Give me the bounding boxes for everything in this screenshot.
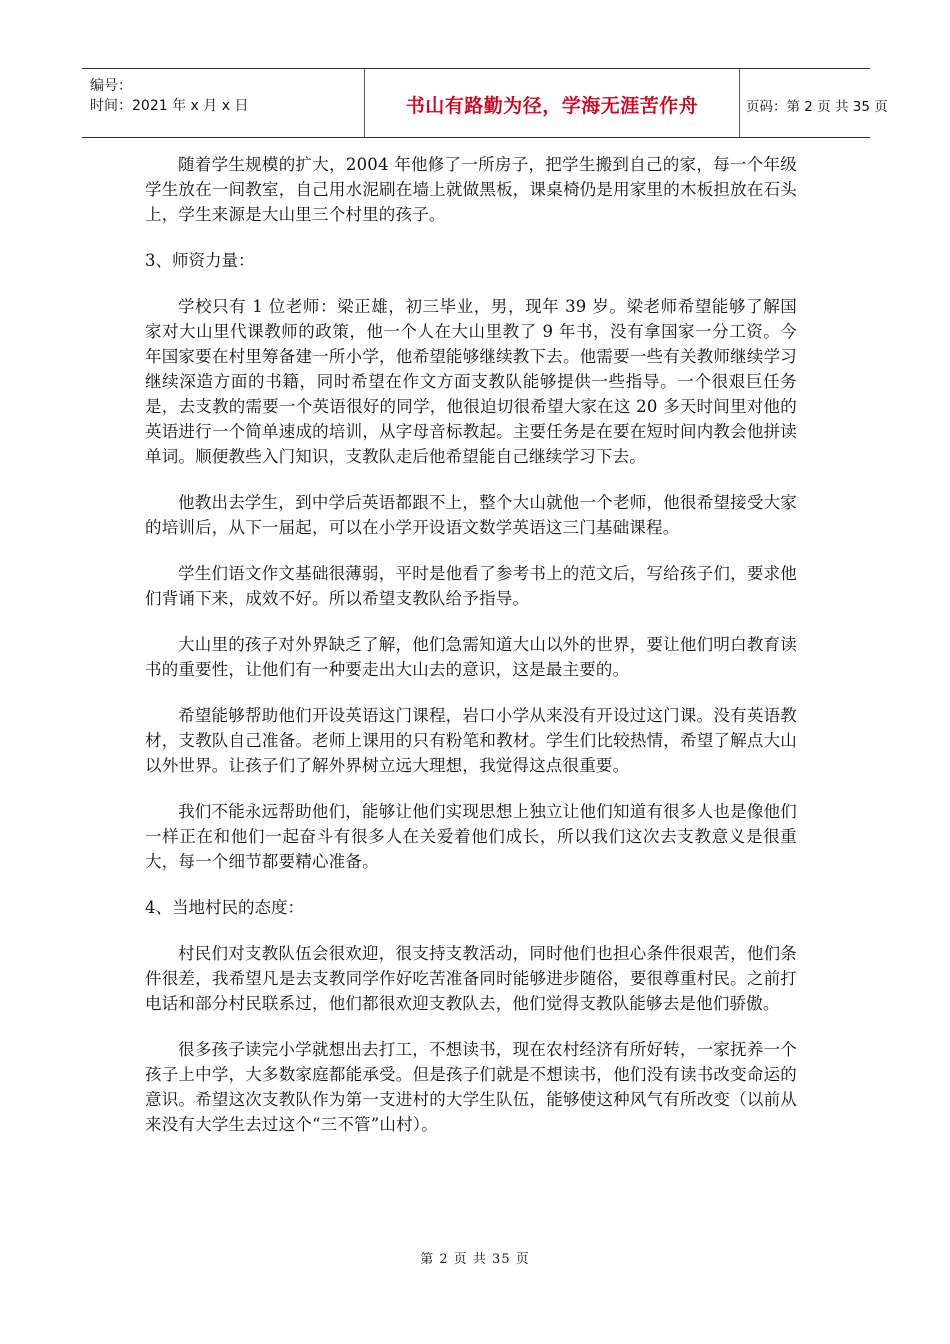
paragraph: 他教出去学生，到中学后英语都跟不上，整个大山就他一个老师，他很希望接受大家的培训后，从下一届起，可以在小学开设语文数学英语这三门基础课程。	[145, 493, 797, 537]
paragraph: 学校只有 1 位老师：梁正雄，初三毕业，男，现年 39 岁。梁老师希望能够了解国家对大山里代课教师的政策，他一个人在大山里教了 9 年书，没有拿国家一分工资。今年国家要在村里筹备建一所小学，他希望能够继续教下去。他需要一些有关教师继续学习继续深造方面的书籍，同时希望在作文方面支教队能够提供一些指导。一个很艰巨任务是，去支教的需要一个英语很好的同学，他很迫切很希望大家在这 20 多天时间里对他的英语进行一个简单速成的培训，从字母音标教起。主要任务是在要在短时间内教会他拼读单词。顺便教些入门知识，支教队走后他希望能自己继续学习下去。	[145, 297, 797, 466]
paragraph: 大山里的孩子对外界缺乏了解，他们急需知道大山以外的世界，要让他们明白教育读书的重要性，让他们有一种要走出大山去的意识，这是最主要的。	[145, 635, 797, 679]
header-page-cell	[738, 69, 888, 137]
page-header	[82, 68, 888, 138]
section-heading-villagers: 4、当地村民的态度：	[145, 898, 304, 917]
doc-time: 时间：2021 年 x 月 x 日	[90, 98, 249, 114]
paragraph: 村民们对支教队伍会很欢迎，很支持支教活动，同时他们也担心条件很艰苦，他们条件很差，我希望凡是去支教同学作好吃苦准备同时能够进步随俗，要很尊重村民。之前打电话和部分村民联系过，他们都很欢迎支教队去，他们觉得支教队能够去是他们骄傲。	[145, 944, 797, 1013]
document-body	[145, 152, 797, 1158]
paragraph: 学生们语文作文基础很薄弱，平时是他看了参考书上的范文后，写给孩子们，要求他们背诵下来，成效不好。所以希望支教队给予指导。	[145, 564, 797, 608]
doc-number: 编号：	[90, 78, 132, 94]
paragraph: 很多孩子读完小学就想出去打工，不想读书，现在农村经济有所好转，一家抚养一个孩子上中学，大多数家庭都能承受。但是孩子们就是不想读书，他们没有读书改变命运的意识。希望这次支教队作为第一支进村的大学生队伍，能够使这种风气有所改变（以前从来没有大学生去过这个“三不管”山村）。	[145, 1040, 797, 1134]
section-heading-faculty: 3、师资力量：	[145, 251, 255, 270]
page-footer: 第 2 页 共 35 页	[420, 1252, 530, 1267]
header-motto: 书山有路勤为径，学海无涯苦作舟	[405, 95, 699, 117]
paragraph: 我们不能永远帮助他们，能够让他们实现思想上独立让他们知道有很多人也是像他们一样正在和他们一起奋斗有很多人在关爱着他们成长，所以我们这次去支教意义是很重大，每一个细节都要精心准备。	[145, 802, 797, 871]
header-page-info: 页码：第 2 页 共 35 页	[746, 99, 888, 115]
paragraph: 随着学生规模的扩大，2004 年他修了一所房子，把学生搬到自己的家，每一个年级学生放在一间教室，自己用水泥刷在墙上就做黑板，课桌椅仍是用家里的木板担放在石头上，学生来源是大山里三个村里的孩子。	[145, 155, 797, 224]
header-spacer	[282, 69, 364, 137]
header-motto-cell	[364, 69, 740, 137]
header-meta	[82, 69, 282, 137]
paragraph: 希望能够帮助他们开设英语这门课程，岩口小学从来没有开设过这门课。没有英语教材，支教队自己准备。老师上课用的只有粉笔和教材。学生们比较热情，希望了解点大山以外世界。让孩子们了解外界树立远大理想，我觉得这点很重要。	[145, 706, 797, 775]
